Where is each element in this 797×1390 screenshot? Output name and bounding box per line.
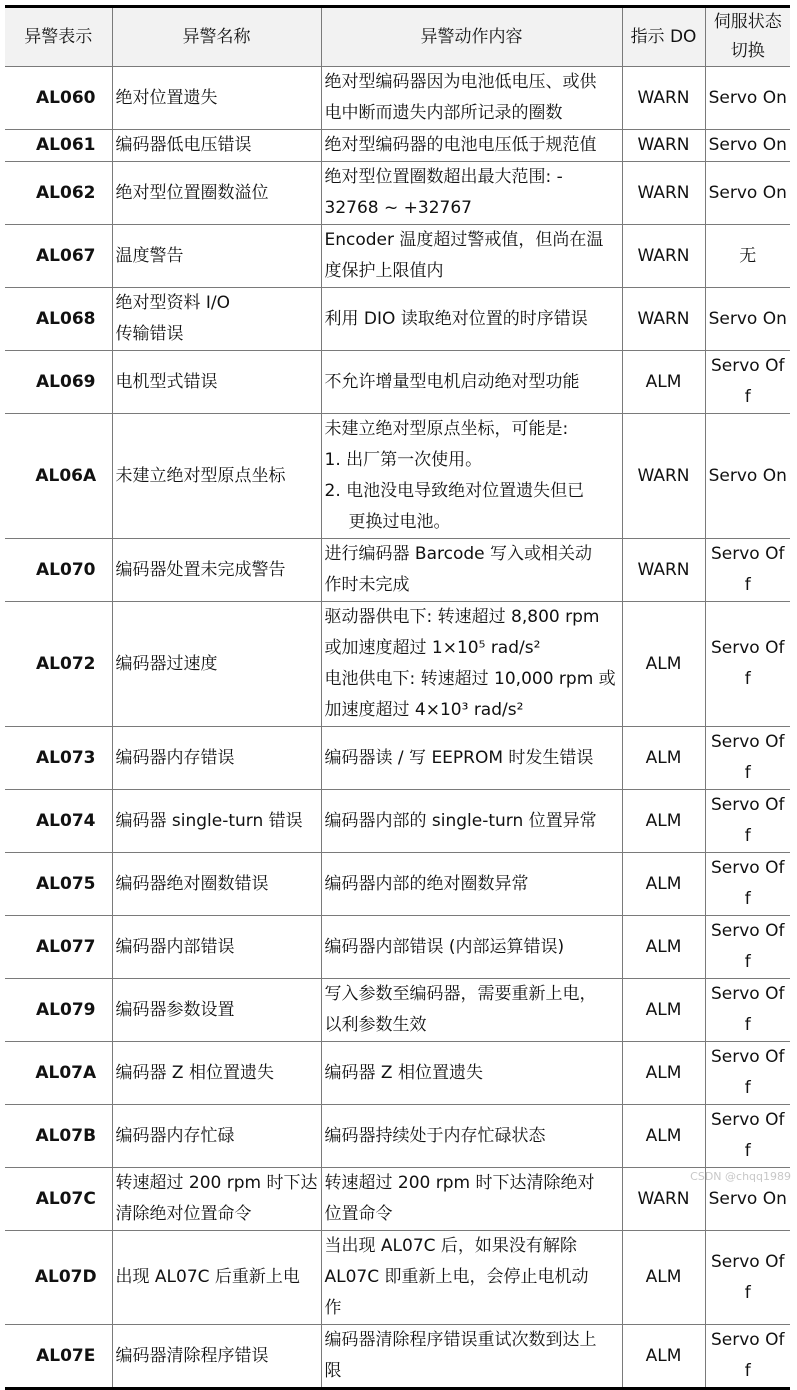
indicator-do: ALM <box>622 916 705 979</box>
indicator-do: WARN <box>622 288 705 351</box>
alarm-content <box>321 288 622 351</box>
alarm-name <box>112 916 321 979</box>
alarm-name <box>112 1325 321 1388</box>
alarm-name-line: 编码器参数设置 <box>115 999 235 1020</box>
alarm-content-line: 电池供电下: 转速超过 10,000 rpm 或 <box>324 669 616 689</box>
table-row <box>5 916 790 979</box>
alarm-content-line: 加速度超过 4×10³ rad/s² <box>324 700 524 720</box>
alarm-name-line: 编码器处置未完成警告 <box>115 559 286 580</box>
table-row <box>5 602 790 727</box>
alarm-name <box>112 727 321 790</box>
alarm-name-line: 编码器过速度 <box>115 653 218 674</box>
servo-state: Servo Off <box>705 1042 790 1105</box>
table-row <box>5 539 790 602</box>
alarm-name <box>112 1168 321 1231</box>
alarm-name-line: 编码器低电压错误 <box>115 135 252 155</box>
alarm-content <box>321 979 622 1042</box>
alarm-name-line: 电机型式错误 <box>115 371 218 392</box>
alarm-content-line: 限 <box>324 1361 342 1381</box>
alarm-name-line: 编码器内存错误 <box>115 747 235 768</box>
indicator-do: ALM <box>622 351 705 414</box>
table-row <box>5 1231 790 1325</box>
alarm-content-line: 编码器内部的绝对圈数异常 <box>324 873 529 894</box>
alarm-name <box>112 288 321 351</box>
servo-state: Servo Off <box>705 351 790 414</box>
table-row <box>5 414 790 539</box>
alarm-name-line: 绝对型位置圈数溢位 <box>115 182 269 203</box>
alarm-table <box>5 8 790 1387</box>
alarm-content <box>321 351 622 414</box>
servo-state: Servo Off <box>705 790 790 853</box>
alarm-name-line: 编码器绝对圈数错误 <box>115 873 269 894</box>
alarm-content-line: 作时未完成 <box>324 575 410 595</box>
alarm-content <box>321 1168 622 1231</box>
alarm-name-line: 未建立绝对型原点坐标 <box>115 465 286 486</box>
table-row <box>5 351 790 414</box>
alarm-name-line: 转速超过 200 rpm 时下达 <box>115 1173 318 1193</box>
header-servo-line1: 伺服状态 <box>713 12 782 32</box>
alarm-code: AL07C <box>5 1168 112 1231</box>
indicator-do: ALM <box>622 853 705 916</box>
watermark: CSDN @chqq1989 <box>690 1170 791 1183</box>
alarm-name-line: 编码器内存忙碌 <box>115 1125 235 1146</box>
servo-state: Servo Off <box>705 539 790 602</box>
indicator-do: ALM <box>622 1325 705 1388</box>
alarm-content-line: 绝对型编码器因为电池低电压、或供 <box>324 72 597 92</box>
table-row <box>5 130 790 162</box>
servo-state: Servo Off <box>705 602 790 727</box>
alarm-content-line: 未建立绝对型原点坐标，可能是: <box>324 419 569 439</box>
alarm-content-line: 写入参数至编码器，需要重新上电， <box>324 984 597 1004</box>
servo-state: Servo Off <box>705 1105 790 1168</box>
alarm-code: AL074 <box>5 790 112 853</box>
table-row <box>5 1168 790 1231</box>
alarm-content-line: 1. 出厂第一次使用。 <box>324 450 483 470</box>
servo-state: Servo On <box>705 288 790 351</box>
alarm-content <box>321 916 622 979</box>
table-row <box>5 1042 790 1105</box>
alarm-name <box>112 853 321 916</box>
alarm-content <box>321 162 622 225</box>
alarm-content-line: 编码器内部的 single-turn 位置异常 <box>324 810 597 831</box>
servo-state: Servo Off <box>705 916 790 979</box>
alarm-code: AL060 <box>5 67 112 130</box>
alarm-content-line: AL07C 即重新上电，会停止电机动 <box>324 1267 589 1287</box>
alarm-content-line: Encoder 温度超过警戒值，但尚在温 <box>324 230 604 250</box>
alarm-content-line: 进行编码器 Barcode 写入或相关动 <box>324 544 593 564</box>
table-row <box>5 979 790 1042</box>
alarm-name-line: 编码器清除程序错误 <box>115 1345 269 1366</box>
alarm-content-line: 绝对型编码器的电池电压低于规范值 <box>324 135 597 155</box>
alarm-content <box>321 602 622 727</box>
alarm-content-line: 度保护上限值内 <box>324 261 444 281</box>
table-row <box>5 790 790 853</box>
header-row <box>5 8 790 67</box>
servo-state: Servo Off <box>705 853 790 916</box>
alarm-content <box>321 727 622 790</box>
indicator-do: ALM <box>622 727 705 790</box>
alarm-name <box>112 602 321 727</box>
alarm-code: AL07E <box>5 1325 112 1388</box>
header-name: 异警名称 <box>112 8 321 67</box>
alarm-content-line: 当出现 AL07C 后，如果没有解除 <box>324 1236 577 1256</box>
alarm-content-line: 编码器持续处于内存忙碌状态 <box>324 1125 546 1146</box>
alarm-code: AL062 <box>5 162 112 225</box>
alarm-content <box>321 539 622 602</box>
servo-state: Servo Off <box>705 727 790 790</box>
indicator-do: ALM <box>622 1042 705 1105</box>
alarm-content <box>321 225 622 288</box>
alarm-content-line: 作 <box>324 1298 342 1318</box>
indicator-do: ALM <box>622 979 705 1042</box>
indicator-do: ALM <box>622 790 705 853</box>
alarm-content <box>321 790 622 853</box>
indicator-do: WARN <box>622 225 705 288</box>
alarm-name <box>112 162 321 225</box>
table-row <box>5 162 790 225</box>
alarm-name <box>112 130 321 162</box>
servo-state: Servo Off <box>705 1231 790 1325</box>
alarm-content <box>321 1231 622 1325</box>
servo-state: Servo On <box>705 130 790 162</box>
alarm-name-line: 出现 AL07C 后重新上电 <box>115 1267 300 1287</box>
alarm-content-line: 编码器内部错误 (内部运算错误) <box>324 936 565 957</box>
table-row <box>5 225 790 288</box>
alarm-name-line: 编码器内部错误 <box>115 936 235 957</box>
servo-state: 无 <box>705 225 790 288</box>
alarm-content <box>321 1042 622 1105</box>
alarm-code: AL061 <box>5 130 112 162</box>
indicator-do: ALM <box>622 1105 705 1168</box>
indicator-do: WARN <box>622 162 705 225</box>
indicator-do: WARN <box>622 1168 705 1231</box>
header-content: 异警动作内容 <box>321 8 622 67</box>
table-row <box>5 67 790 130</box>
alarm-content <box>321 130 622 162</box>
alarm-content-line: 转速超过 200 rpm 时下达清除绝对 <box>324 1173 595 1193</box>
indicator-do: WARN <box>622 67 705 130</box>
alarm-content-line: 2. 电池没电导致绝对位置遗失但已 <box>324 481 585 501</box>
alarm-content-line: 驱动器供电下: 转速超过 8,800 rpm <box>324 607 600 627</box>
alarm-name <box>112 539 321 602</box>
alarm-content <box>321 1325 622 1388</box>
alarm-name <box>112 67 321 130</box>
alarm-content <box>321 1105 622 1168</box>
indicator-do: WARN <box>622 539 705 602</box>
header-servo-line2: 切换 <box>730 41 765 61</box>
servo-state: Servo On <box>705 1168 790 1231</box>
alarm-content-line: 绝对型位置圈数超出最大范围: - <box>324 167 563 187</box>
alarm-name-line: 传输错误 <box>115 324 184 344</box>
alarm-code: AL069 <box>5 351 112 414</box>
header-servo <box>705 8 790 67</box>
alarm-content-line: 或加速度超过 1×10⁵ rad/s² <box>324 638 541 658</box>
header-do: 指示 DO <box>622 8 705 67</box>
alarm-name <box>112 1042 321 1105</box>
alarm-code: AL06A <box>5 414 112 539</box>
alarm-name <box>112 351 321 414</box>
servo-state: Servo On <box>705 67 790 130</box>
alarm-name-line: 温度警告 <box>115 245 184 266</box>
table-row <box>5 288 790 351</box>
alarm-content-line: 利用 DIO 读取绝对位置的时序错误 <box>324 308 588 329</box>
alarm-name-line: 编码器 single-turn 错误 <box>115 810 303 831</box>
alarm-name <box>112 1231 321 1325</box>
alarm-content <box>321 853 622 916</box>
alarm-content-line: 更换过电池。 <box>348 512 451 532</box>
alarm-content <box>321 414 622 539</box>
alarm-code: AL07D <box>5 1231 112 1325</box>
alarm-content-line: 32768 ~ +32767 <box>324 198 472 218</box>
table-row <box>5 727 790 790</box>
alarm-content <box>321 67 622 130</box>
alarm-code: AL073 <box>5 727 112 790</box>
alarm-name <box>112 790 321 853</box>
alarm-content-line: 以利参数生效 <box>324 1015 427 1035</box>
alarm-content-line: 位置命令 <box>324 1204 393 1224</box>
alarm-name-line: 清除绝对位置命令 <box>115 1204 252 1224</box>
indicator-do: WARN <box>622 414 705 539</box>
indicator-do: WARN <box>622 130 705 162</box>
alarm-code: AL077 <box>5 916 112 979</box>
servo-state: Servo On <box>705 414 790 539</box>
servo-state: Servo Off <box>705 1325 790 1388</box>
alarm-code: AL072 <box>5 602 112 727</box>
alarm-name <box>112 1105 321 1168</box>
alarm-content-line: 电中断而遗失内部所记录的圈数 <box>324 103 563 123</box>
alarm-code: AL079 <box>5 979 112 1042</box>
servo-state: Servo On <box>705 162 790 225</box>
indicator-do: ALM <box>622 1231 705 1325</box>
table-row <box>5 1105 790 1168</box>
header-code: 异警表示 <box>5 8 112 67</box>
alarm-name-line: 绝对位置遗失 <box>115 87 218 108</box>
alarm-code: AL070 <box>5 539 112 602</box>
alarm-content-line: 编码器清除程序错误重试次数到达上 <box>324 1330 597 1350</box>
alarm-code: AL07A <box>5 1042 112 1105</box>
alarm-name <box>112 979 321 1042</box>
table-row <box>5 853 790 916</box>
alarm-name <box>112 414 321 539</box>
alarm-name-line: 编码器 Z 相位置遗失 <box>115 1062 274 1083</box>
alarm-content-line: 编码器读 / 写 EEPROM 时发生错误 <box>324 747 594 768</box>
alarm-content-line: 编码器 Z 相位置遗失 <box>324 1062 483 1083</box>
alarm-code: AL067 <box>5 225 112 288</box>
alarm-code: AL068 <box>5 288 112 351</box>
alarm-name-line: 绝对型资料 I/O <box>115 293 231 313</box>
alarm-content-line: 不允许增量型电机启动绝对型功能 <box>324 371 580 392</box>
table-row <box>5 1325 790 1388</box>
alarm-table-container <box>5 5 790 1390</box>
alarm-name <box>112 225 321 288</box>
servo-state: Servo Off <box>705 979 790 1042</box>
alarm-table-body <box>5 67 790 1388</box>
alarm-code: AL07B <box>5 1105 112 1168</box>
indicator-do: ALM <box>622 602 705 727</box>
alarm-code: AL075 <box>5 853 112 916</box>
